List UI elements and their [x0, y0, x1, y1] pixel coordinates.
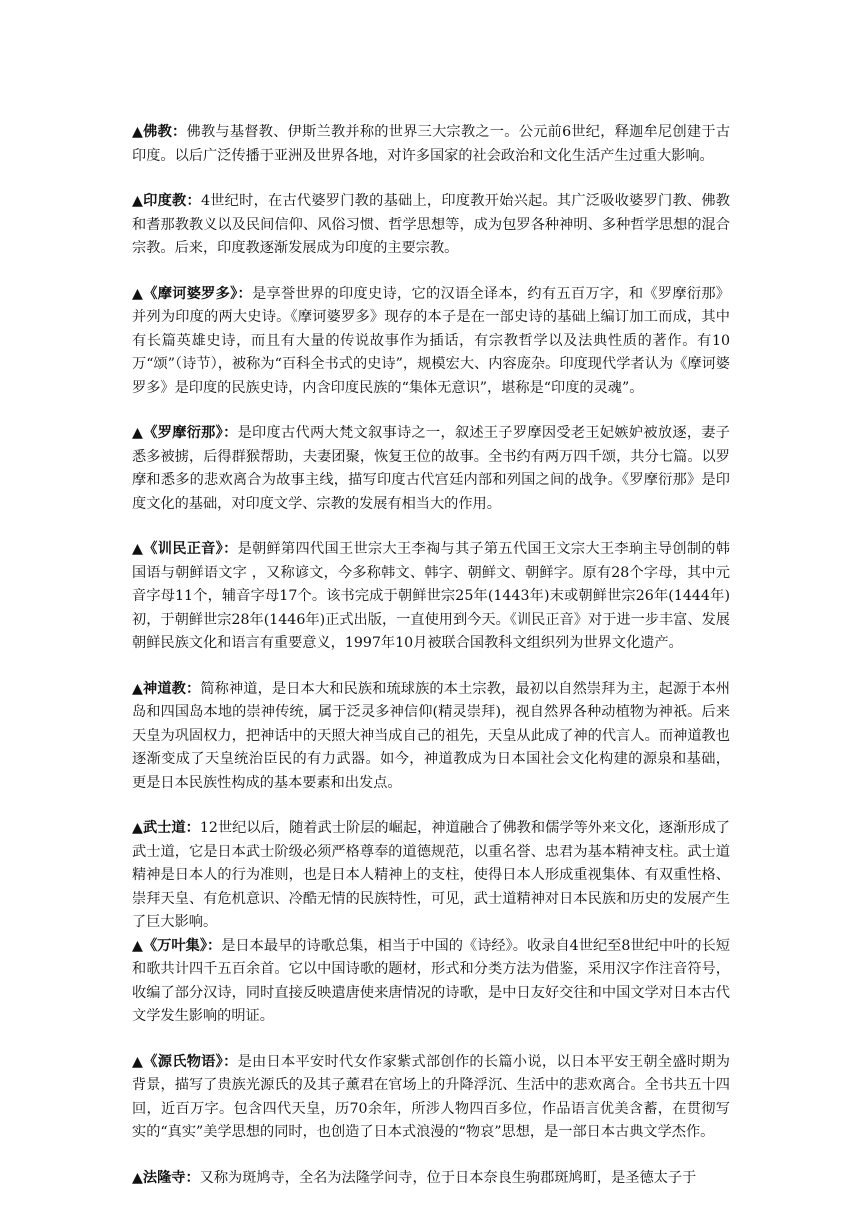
entry-shinto: [132, 678, 730, 796]
entry-text: 又称为斑鸠寺，全名为法隆学问寺，位于日本奈良生驹郡斑鸠町，是圣德太子于: [199, 1169, 697, 1186]
entry-term: ▲武士道：: [132, 820, 200, 836]
entry-term: ▲《源氏物语》：: [132, 1053, 238, 1070]
entry-text: 是朝鲜第四代国王世宗大王李祹与其子第五代国王文宗大王李珦主导创制的韩国语与朝鲜语文字 ，又称谚文，今多称韩文、韩字、朝鲜文、朝鲜字。原有28个字母，其中元音字母11个，辅音字母17个。该书完成于朝鲜世宗25年(1443年)末或朝鲜世宗26年(1444年)初，于朝鲜世宗28年(1446年)正式出版，一直使用到今天。《训民正音》对于进一步丰富、发展朝鲜民族文化和语言有重要意义，1997年10月被联合国教科文组织列为世界文化遗产。: [132, 541, 730, 651]
entry-bushido: [132, 817, 730, 935]
entry-term: ▲《罗摩衍那》：: [132, 425, 238, 441]
entry-term: ▲佛教：: [132, 124, 187, 140]
entry-hunminjeongeum: [132, 538, 730, 656]
entry-term: ▲《万叶集》：: [132, 937, 222, 954]
entry-term: ▲《摩诃婆罗多》：: [132, 285, 253, 302]
entry-term: ▲印度教：: [132, 193, 201, 209]
entry-hinduism: [132, 190, 730, 261]
entry-text: 佛教与基督教、伊斯兰教并称的世界三大宗教之一。公元前6世纪，释迦牟尼创建于古印度。以后广泛传播于亚洲及世界各地，对许多国家的社会政治和文化生活产生过重大影响。: [132, 124, 731, 164]
entry-manyoshu: [132, 935, 730, 1029]
entry-text: 是日本最早的诗歌总集，相当于中国的《诗经》。收录自4世纪至8世纪中叶的长短和歌共计四千五百余首。它以中国诗歌的题材，形式和分类方法为借鉴，采用汉字作注音符号，收编了部分汉诗，同时直接反映遣唐使来唐情况的诗歌，是中日友好交往和中国文学对日本古代文学发生影响的明证。: [132, 937, 730, 1024]
entry-term: ▲《训民正音》：: [132, 541, 238, 557]
entry-text: 是由日本平安时代女作家紫式部创作的长篇小说，以日本平安王朝全盛时期为背景，描写了贵族光源氏的及其子薰君在官场上的升降浮沉、生活中的悲欢离合。全书共五十四回，近百万字。包含四代天皇，历70余年，所涉人物四百多位，作品语言优美含蓄，在贯彻写实的“真实”美学思想的同时，也创造了日本式浪漫的“物哀”思想，是一部日本古典文学杰作。: [132, 1053, 730, 1140]
entry-term: ▲神道教：: [132, 680, 201, 697]
entry-ramayana: [132, 422, 730, 516]
entry-horyuji: [132, 1167, 730, 1191]
entry-buddhism: [132, 121, 730, 168]
entry-term: ▲法隆寺：: [132, 1169, 200, 1186]
entry-text: 4世纪时，在古代婆罗门教的基础上，印度教开始兴起。其广泛吸收婆罗门教、佛教和耆那教教义以及民间信仰、风俗习惯、哲学思想等，成为包罗各种神明、多种哲学思想的混合宗教。后来，印度教逐渐发展成为印度的主要宗教。: [132, 193, 730, 256]
entry-text: 是享誉世界的印度史诗，它的汉语全译本，约有五百万字，和《罗摩衍那》并列为印度的两大史诗。《摩诃婆罗多》现存的本子是在一部史诗的基础上编订加工而成，其中有长篇英雄史诗，而且有大量的传说故事作为插话，有宗教哲学以及法典性质的著作。有10万“颂”（诗节），被称为“百科全书式的史诗”，规模宏大、内容庞杂。印度现代学者认为《摩诃婆罗多》是印度的民族史诗，内含印度民族的“集体无意识”，堪称是“印度的灵魂”。: [132, 285, 730, 396]
entry-tale-of-genji: [132, 1051, 730, 1145]
entry-text: 是印度古代两大梵文叙事诗之一，叙述王子罗摩因受老王妃嫉妒被放逐，妻子悉多被掳，后得群猴帮助，夫妻团聚，恢复王位的故事。全书约有两万四千颂，共分七篇。以罗摩和悉多的悲欢离合为故事主线，描写印度古代宫廷内部和列国之间的战争。《罗摩衍那》是印度文化的基础，对印度文学、宗教的发展有相当大的作用。: [132, 425, 730, 512]
entry-text: 12世纪以后，随着武士阶层的崛起，神道融合了佛教和儒学等外来文化，逐渐形成了武士道，它是日本武士阶级必须严格尊奉的道德规范，以重名誉、忠君为基本精神支柱。武士道精神是日本人的行为准则，也是日本人精神上的支柱，使得日本人形成重视集体、有双重性格、崇拜天皇、有危机意识、冷酷无情的民族特性，可见，武士道精神对日本民族和历史的发展产生了巨大影响。: [132, 820, 730, 930]
entry-mahabharata: [132, 283, 730, 401]
entry-text: 简称神道，是日本大和民族和琉球族的本土宗教，最初以自然崇拜为主，起源于本州岛和四国岛本地的崇神传统，属于泛灵多神信仰(精灵崇拜)，视自然界各种动植物为神祇。后来天皇为巩固权力，把神话中的天照大神当成自己的祖先，天皇从此成了神的代言人。而神道教也逐渐变成了天皇统治臣民的有力武器。如今，神道教成为日本国社会文化构建的源泉和基础， 更是日本民族性构成的基本要素和出发点。: [132, 680, 730, 791]
